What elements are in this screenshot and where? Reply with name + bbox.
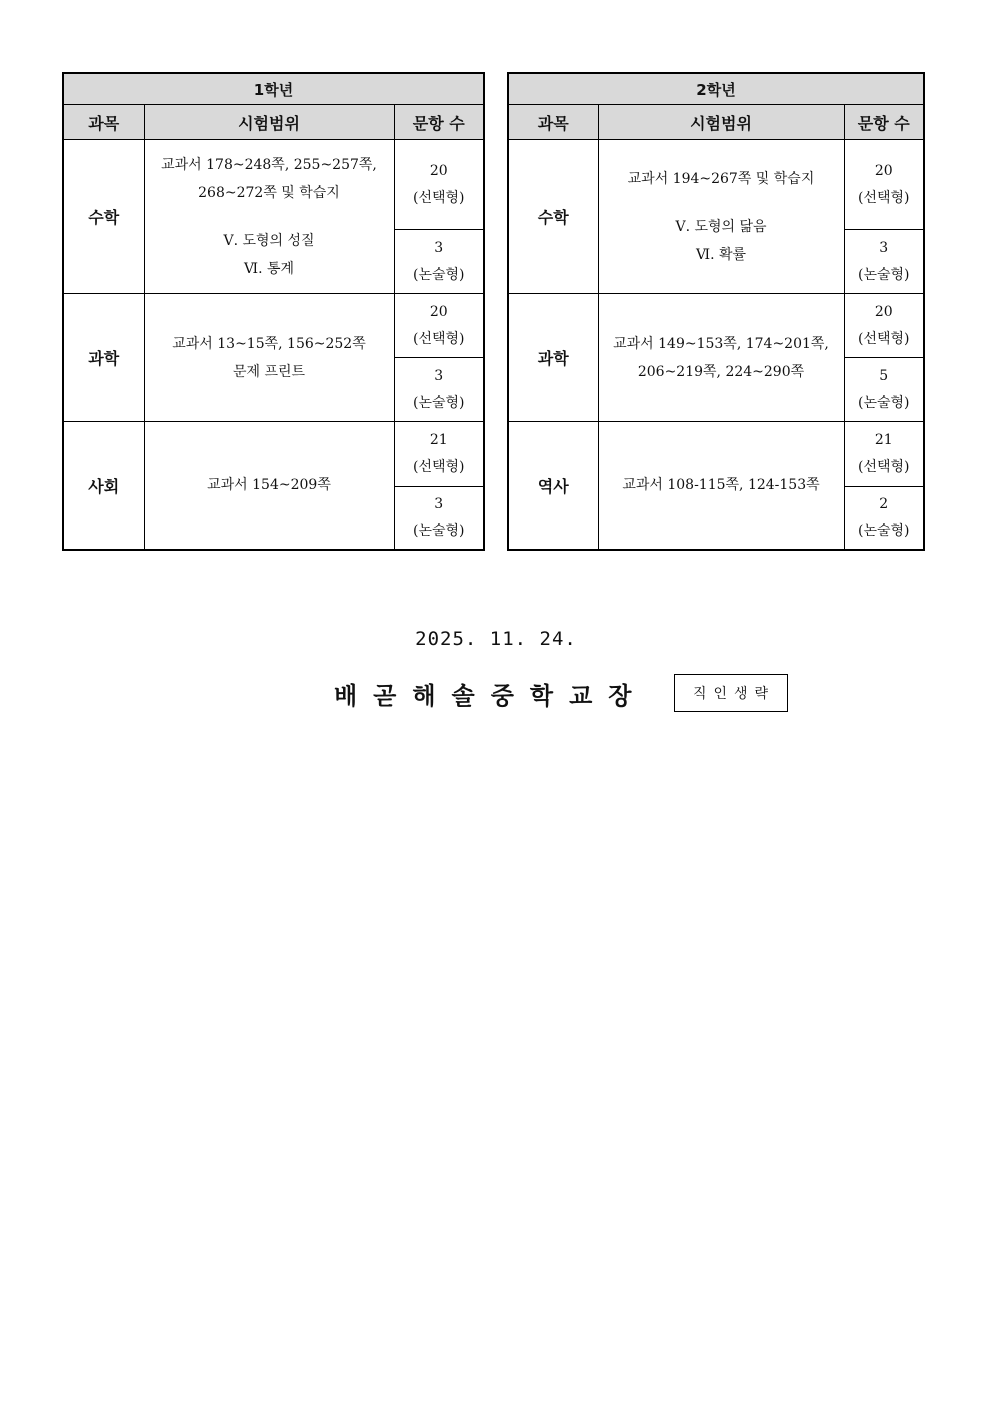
- grade1-subject-header: 과목: [63, 105, 144, 140]
- grade2-range-science: 교과서 149~153쪽, 174~201쪽, 206~219쪽, 224~290쪽: [598, 294, 844, 422]
- grade2-science-mc-count: 20 (선택형): [844, 294, 924, 358]
- grade1-range-science: 교과서 13~15쪽, 156~252쪽 문제 프린트: [144, 294, 394, 422]
- grade2-title: 2학년: [508, 73, 924, 105]
- document-date: 2025. 11. 24.: [415, 628, 577, 650]
- grade1-math-mc-count: 20 (선택형): [394, 140, 484, 230]
- grade1-social-essay-count: 3 (논술형): [394, 487, 484, 550]
- grade2-count-header: 문항 수: [844, 105, 924, 140]
- grade1-subject-math: 수학: [63, 140, 144, 294]
- grade2-history-essay-count: 2 (논술형): [844, 487, 924, 550]
- grade1-range-social: 교과서 154~209쪽: [144, 422, 394, 550]
- grade2-science-essay-count: 5 (논술형): [844, 358, 924, 422]
- grade2-subject-header: 과목: [508, 105, 598, 140]
- grade1-range-math: 교과서 178~248쪽, 255~257쪽, 268~272쪽 및 학습지 Ⅴ. 도형의 성질 Ⅵ. 통계: [144, 140, 394, 294]
- grade1-title: 1학년: [63, 73, 484, 105]
- grade2-subject-science: 과학: [508, 294, 598, 422]
- grade1-science-essay-count: 3 (논술형): [394, 358, 484, 422]
- grade1-subject-science: 과학: [63, 294, 144, 422]
- grade1-range-header: 시험범위: [144, 105, 394, 140]
- grade1-count-header: 문항 수: [394, 105, 484, 140]
- grade1-social-mc-count: 21 (선택형): [394, 422, 484, 487]
- grade2-range-history: 교과서 108-115쪽, 124-153쪽: [598, 422, 844, 550]
- grade1-math-essay-count: 3 (논술형): [394, 230, 484, 294]
- grade1-science-mc-count: 20 (선택형): [394, 294, 484, 358]
- grade2-math-essay-count: 3 (논술형): [844, 230, 924, 294]
- grade2-range-header: 시험범위: [598, 105, 844, 140]
- grade2-subject-math: 수학: [508, 140, 598, 294]
- grade1-exam-table: [62, 72, 485, 551]
- grade1-subject-social: 사회: [63, 422, 144, 550]
- official-seal-omitted-box: 직인생략: [674, 674, 788, 712]
- grade2-history-mc-count: 21 (선택형): [844, 422, 924, 487]
- school-principal-signature: 배곧해솔중학교장: [334, 682, 648, 710]
- grade2-math-mc-count: 20 (선택형): [844, 140, 924, 230]
- grade2-exam-table: [507, 72, 925, 551]
- grade2-subject-history: 역사: [508, 422, 598, 550]
- grade2-range-math: 교과서 194~267쪽 및 학습지 Ⅴ. 도형의 닮음 Ⅵ. 확률: [598, 140, 844, 294]
